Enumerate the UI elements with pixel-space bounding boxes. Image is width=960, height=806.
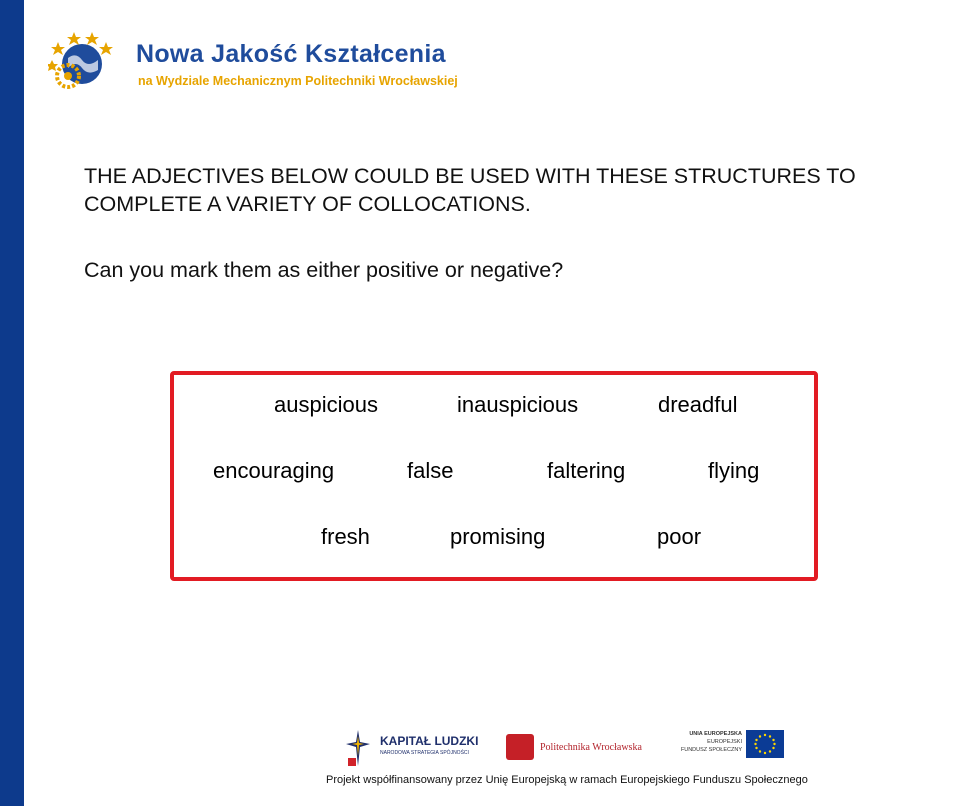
- word-item: dreadful: [658, 392, 738, 417]
- politechnika-crest-icon: [506, 734, 534, 760]
- word-item: false: [407, 458, 454, 483]
- footer-logos: [340, 722, 790, 772]
- question-text: Can you mark them as either positive or negative?: [84, 258, 564, 282]
- eu-text: [672, 730, 742, 754]
- project-funding-text: Projekt współfinansowany przez Unię Europejską w ramach Europejskiego Funduszu Społecznego: [326, 774, 808, 786]
- eu-line-1: UNIA EUROPEJSKA: [689, 731, 742, 737]
- adjectives-box: [170, 371, 818, 581]
- politechnika-name: Politechnika Wrocławska: [540, 742, 642, 753]
- word-item: encouraging: [213, 458, 335, 483]
- word-item: poor: [657, 524, 702, 549]
- word-item: faltering: [547, 458, 626, 483]
- word-item: auspicious: [274, 392, 378, 417]
- logo-title: Nowa Jakość Kształcenia: [136, 40, 446, 68]
- kapital-ludzki-subtitle: NARODOWA STRATEGIA SPÓJNOŚCI: [380, 750, 469, 756]
- logo-subtitle: na Wydziale Mechanicznym Politechniki Wrocławskiej: [138, 74, 458, 88]
- eu-line-2: EUROPEJSKI: [707, 739, 742, 745]
- kapital-ludzki-title: KAPITAŁ LUDZKI: [380, 734, 479, 748]
- kapital-ludzki-star-icon: [346, 728, 370, 768]
- eu-line-3: FUNDUSZ SPOŁECZNY: [680, 747, 742, 753]
- word-item: promising: [450, 524, 546, 549]
- word-item: inauspicious: [457, 392, 579, 417]
- header-logo: [48, 28, 458, 92]
- word-item: flying: [708, 458, 760, 483]
- eu-flag-icon: [746, 730, 784, 758]
- heading-line-1: THE ADJECTIVES BELOW COULD BE USED WITH THESE STRUCTURES TO: [84, 164, 856, 188]
- heading-line-2: COMPLETE A VARIETY OF COLLOCATIONS.: [84, 192, 531, 216]
- instruction-heading: [84, 162, 954, 218]
- word-item: fresh: [321, 524, 370, 549]
- globe-with-stars-and-gear-icon: [48, 28, 114, 92]
- left-accent-bar: [0, 0, 24, 806]
